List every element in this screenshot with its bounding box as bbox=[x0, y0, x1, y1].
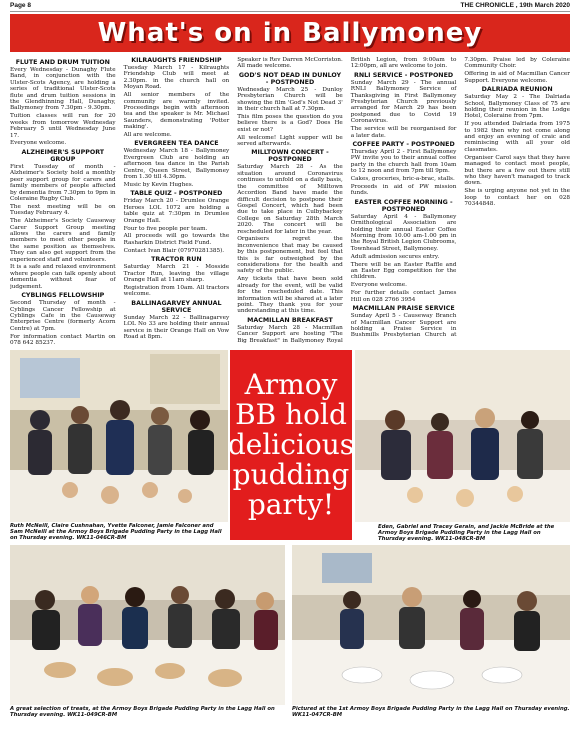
event-paragraph: Cakes, groceries, bric-a-brac, stalls. bbox=[350, 176, 455, 183]
event-paragraph: The Alzheimer's Society Causeway Carer Support Group meeting allows the carers and family members to meet other people in the same position as themselves. They can also get support from the experienced staff and volunteers. bbox=[10, 218, 116, 263]
event-paragraph: Saturday March 28 - Macmillan Cancer Support are hosting "The Big Breakfast" in Ballymoney Royal British Legion, from 9:00am to 12:00pm, all are welcome to join. bbox=[237, 57, 457, 344]
event-heading: EASTER COFFEE MORNING - POSTPONED bbox=[354, 198, 453, 213]
event-paragraph: Every Wednesday - Dunaghy Flute Band, in conjunction with the Ulster-Scots Agency, are holding a series of traditional Ulster-Scots flute and drum tuition sessions in the Glendhinning Hall, Dunaghy, Ballymoney from 7.30pm - 9.30pm. bbox=[10, 67, 116, 112]
event-paragraph: Adult admission secures entry. bbox=[350, 253, 440, 260]
event-paragraph: Sunday April 5 - Causeway Branch of Macmillan Cancer Support are holding a Praise Service in Bushmills Presbyterian Church at 7.30pm. Praise led by Coleraine Community Choir. bbox=[350, 57, 570, 339]
event-heading: GOD'S NOT DEAD IN DUNLOY - POSTPONED bbox=[238, 71, 342, 86]
event-paragraph: Second Thursday of month - Cyblings Cancer Fellowship at Cyblings Cafe in the Causeway Enterprise Centre (formerly Acorn Centre) at 7pm. bbox=[10, 300, 116, 332]
photo-party-tables bbox=[292, 545, 570, 705]
event-paragraph: It is a safe and relaxed environment where people can talk openly about dementia without fear of judgement. bbox=[10, 264, 116, 290]
event-paragraph: Sunday March 29 - The annual RNLI Ballymoney Service of Thanksgiving in First Ballymoney Presbyterian Church previously arranged for March 29 has been postponed due to Covid 19 Coronavirus. bbox=[350, 79, 457, 125]
event-heading: TRACTOR RUN bbox=[151, 256, 202, 264]
event-heading: DALRIADA REUNION bbox=[481, 86, 553, 94]
event-paragraph: The next meeting will be on Tuesday February 4. bbox=[10, 203, 116, 217]
event-paragraph: Wednesday March 25 - Dunloy Presbyterian Church will be showing the film 'God's Not Dead 3' in their church hall at 7.30pm. bbox=[237, 86, 343, 113]
event-paragraph: Music by Kevin Hughes. bbox=[123, 182, 194, 188]
event-heading: MACMILLAN PRAISE SERVICE bbox=[352, 305, 455, 313]
event-heading: COFFEE PARTY - POSTPONED bbox=[352, 140, 455, 148]
page-header bbox=[10, 2, 570, 12]
feature-headline: Armoy BB hold delicious pudding party! bbox=[227, 368, 355, 521]
listings-columns bbox=[10, 57, 570, 347]
paper-dateline: THE CHRONICLE , 19th March 2020 bbox=[460, 2, 570, 9]
event-paragraph: Saturday April 4 - Ballymoney Ornithological Association are holding their annual Easter Coffee Morning from 10.00 am-1.00 pm in the Royal British Legion Clubrooms, Townhead Street, Ballymoney. bbox=[350, 213, 457, 252]
section-banner bbox=[10, 14, 570, 52]
photo-image bbox=[10, 350, 228, 522]
photo-image bbox=[355, 350, 570, 522]
event-paragraph: Speaker is Rev Darren McCorriston. All made welcome. bbox=[237, 57, 343, 70]
event-paragraph: Friday March 20 - Drumlee Orange Heroes LOL 1072 are holding a table quiz at 7:30pm in Drumlee Orange Hall. bbox=[123, 198, 230, 224]
event-paragraph: Organiser Carol says that they have managed to contact most people, but there are a few out there still who they haven't managed to track down. bbox=[464, 154, 570, 187]
event-heading: EVERGREEN TEA DANCE bbox=[134, 140, 219, 148]
event-paragraph: All welcome! Light supper will be served afterwards. bbox=[237, 134, 343, 148]
event-paragraph: Saturday March 28 - As the situation around Coronavirus continues to unfold on a daily basis, the committee of Milltown Accordion Band have made the difficult decision to postpone their Gospel Concert, which had been due to take place in Culbybackey College on Saturday 28th March 2020. The concert will be rescheduled for later in the year. bbox=[237, 164, 343, 235]
event-paragraph: Tuesday March 17 - Kilraughts Friendship Club will meet at 2.30pm. in the church hall on Moyan Road. bbox=[123, 65, 230, 91]
photo-caption-3: A great selection of treats, at the Armoy Boys Brigade Pudding Party in the Lagg Hall on Thursday evening. WK11-049CR-BM bbox=[10, 706, 275, 718]
photo-party-group-1 bbox=[10, 350, 228, 522]
event-paragraph: This film poses the question do you believe there is a God? Does He exist or not? bbox=[237, 113, 343, 133]
event-paragraph: Everyone welcome. bbox=[350, 282, 407, 289]
event-paragraph: There will be an Easter Raffle and an Easter Egg competition for the children. bbox=[350, 261, 457, 281]
event-paragraph: Four to five people per team. bbox=[123, 225, 208, 232]
event-paragraph: For further details contact James Hill on 028 2766 3954 bbox=[350, 290, 457, 303]
feature-headline-box bbox=[227, 350, 355, 540]
photo-caption-1: Ruth McNeill, Claire Cushnahan, Yvette Falconer, Jamie Falconer and Sam McNeill at the Armoy Boys Brigade Pudding Party in the Lagg Hall on Thursday evening. WK11-046CR-BM bbox=[10, 523, 222, 541]
section-title: What's on in Ballymoney bbox=[97, 18, 483, 48]
event-paragraph: All senior members of the community are warmly invited. Proceedings begin with afternoon tea and the speaker is Mr. Michael Saunders, demonstrating 'Potter making'. bbox=[123, 92, 230, 131]
photo-caption-4: Pictured at the 1st Armoy Boys Brigade Pudding Party in the Lagg Hall on Thursday evening. WK11-047CR-BM bbox=[292, 706, 570, 718]
event-paragraph: If you attended Dalriada from 1975 to 1982 then why not come along and enjoy an evening of craic and reminiscing with all your old classmates. bbox=[464, 121, 570, 153]
event-heading: FLUTE AND DRUM TUITION bbox=[15, 59, 110, 66]
event-heading: TABLE QUIZ - POSTPONED bbox=[130, 190, 223, 198]
event-paragraph: Tuition classes will run for 20 weeks from tomorrow Wednesday February 5 until Wednesday June 17. bbox=[10, 113, 116, 139]
event-paragraph: Contact Ivan Blair (07970281385). bbox=[123, 247, 225, 254]
event-paragraph: Sunday March 22 - Ballinagarvey LOL No 33 are holding their annual service in their Orange Hall on Vow Road at 8pm. bbox=[123, 314, 230, 340]
event-heading: MILLTOWN CONCERT - POSTPONED bbox=[251, 149, 329, 164]
photo-image bbox=[292, 545, 570, 705]
event-heading: MACMILLAN BREAKFAST bbox=[247, 316, 333, 324]
event-paragraph: All are welcome. bbox=[123, 132, 172, 139]
event-heading: CYBLINGS FELLOWSHIP bbox=[21, 292, 105, 300]
photo-caption-2: Eden, Gabriel and Tracey Gerain, and Jackie McBride at the Armoy Boys Brigade Pudding Party in the Lagg Hall on Thursday evening. WK11-048CR-BM bbox=[378, 524, 555, 542]
event-heading: ALZHEIMER'S SUPPORT GROUP bbox=[21, 148, 105, 163]
event-paragraph: Any tickets that have been sold already for the event, will be valid for the rescheduled date. This information will be shared at a later point. They thank you for your understanding at this time. bbox=[237, 276, 343, 315]
event-paragraph: She is urging anyone not yet in the loop to contact her on 028 70344848. bbox=[464, 188, 570, 208]
event-paragraph: All proceeds will go towards the Rasharkin District Field Fund. bbox=[123, 233, 230, 246]
event-paragraph: Saturday March 21 - Mosside Tractor Run, leaving the village Orange Hall at 11am sharp. bbox=[123, 264, 230, 283]
photo-treats-table bbox=[10, 545, 285, 705]
event-paragraph: Wednesday March 18 - Ballymoney Evergreen Club are holding an afternoon tea dance in the Parish Centre, Queen Street, Ballymoney from 1.30 till 4.30pm. bbox=[123, 148, 230, 181]
event-heading: BALLINAGARVEY ANNUAL SERVICE bbox=[131, 299, 222, 314]
event-paragraph: Organisers regret the inconvenience that may be caused by this postponement, but feel that this is far outweighed by the considerations for the health and safety of the public. bbox=[237, 236, 343, 275]
event-paragraph: Everyone welcome. bbox=[10, 140, 67, 147]
event-paragraph: For information contact Martin on 078 642 85237. bbox=[10, 333, 116, 347]
page-number: Page 8 bbox=[10, 2, 31, 9]
photo-party-group-2 bbox=[355, 350, 570, 522]
event-paragraph: Offering in aid of Macmillan Cancer Support. Everyone welcome. bbox=[464, 71, 570, 84]
event-paragraph: Thursday April 2 - First Ballymoney PW invite you to their annual coffee party in the church hall from 10am to 12 noon and from 7pm till 9pm. bbox=[350, 148, 457, 175]
event-heading: KILRAUGHTS FRIENDSHIP bbox=[131, 57, 222, 64]
event-paragraph: Registration from 10am. All tractors welcome. bbox=[123, 284, 230, 298]
event-paragraph: The service will be reorganised for a later date. bbox=[350, 126, 457, 139]
event-paragraph: Proceeds in aid of PW mission funds. bbox=[350, 184, 457, 197]
event-paragraph: Saturday May 2 - The Dalriada School, Ballymoney Class of 75 are holding their reunion in the Lodge Hotel, Coleraine from 7pm. bbox=[464, 94, 570, 120]
event-heading: RNLI SERVICE - POSTPONED bbox=[354, 71, 454, 79]
photo-image bbox=[10, 545, 285, 705]
event-paragraph: First Tuesday of month - Alzheimer's Society hold a monthly peer support group for carers and family members of people affected by dementia from 7.30pm to 9pm in Coleraine Rugby Club. bbox=[10, 163, 116, 202]
